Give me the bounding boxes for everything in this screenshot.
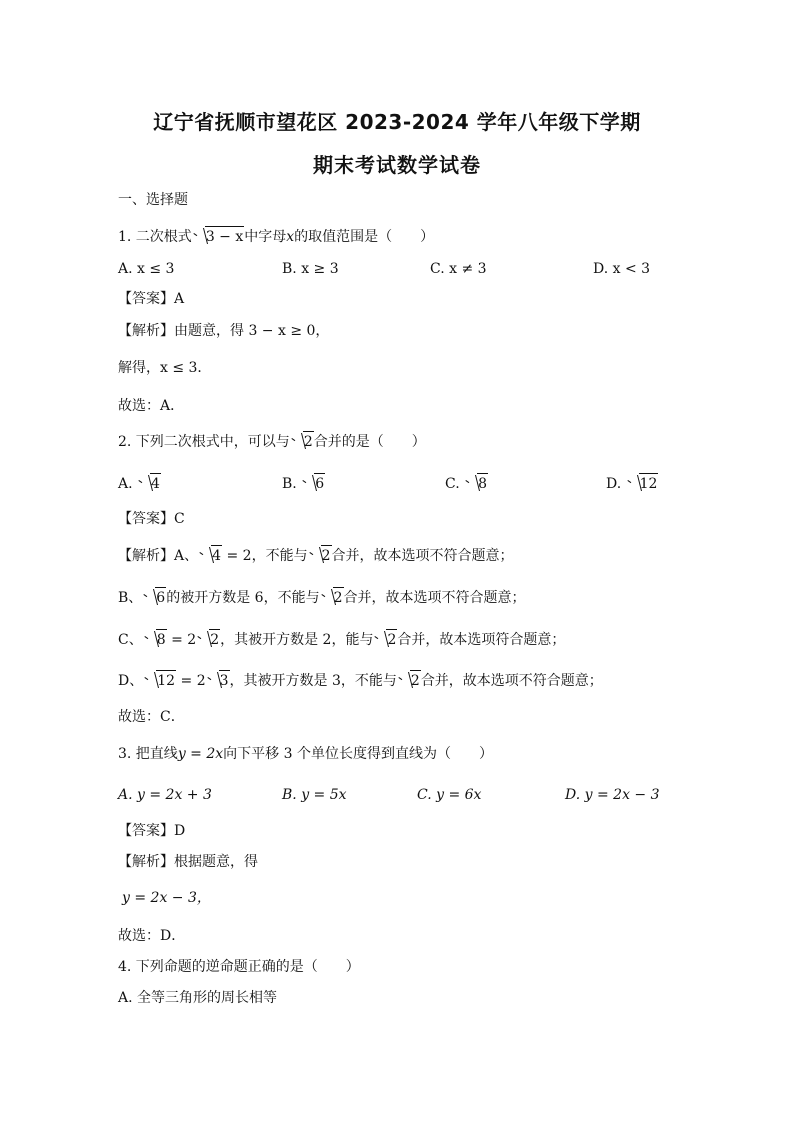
q3-result: y = 2x − 3， — [122, 890, 211, 906]
q3-option-c: C. y = 6x — [417, 787, 482, 803]
q1-option-c: C. x ≠ 3 — [430, 261, 487, 277]
q1-conclusion: 故选：A． — [118, 398, 185, 414]
q2-analysis-c: C、 8 = 2 2，其被开方数是 2，能与 2合并，故本选项符合题意； — [118, 629, 565, 650]
question-1-stem: 1. 二次根式 3 − x中字母x的取值范围是（ ） — [118, 226, 434, 247]
q3-option-a: A. y = 2x + 3 — [118, 787, 212, 803]
q1-analysis-solve: 解得，x ≤ 3． — [118, 360, 212, 376]
q1-option-a: A. x ≤ 3 — [118, 261, 175, 277]
q2-option-b: B. 6 — [282, 473, 325, 494]
q1-analysis: 【解析】由题意，得 3 − x ≥ 0， — [118, 323, 330, 339]
q1-option-d: D. x < 3 — [593, 261, 651, 277]
question-3-stem: 3. 把直线y = 2x向下平移 3 个单位长度得到直线为（ ） — [118, 746, 493, 762]
q3-option-b: B. y = 5x — [282, 787, 347, 803]
q2-option-a: A. 4 — [118, 473, 161, 494]
q3-conclusion: 故选：D． — [118, 928, 186, 944]
question-2-stem: 2. 下列二次根式中，可以与 2合并的是（ ） — [118, 431, 426, 452]
q2-analysis-a: 【解析】A、 4 = 2，不能与 2合并，故本选项不符合题意； — [118, 545, 514, 566]
q2-option-c: C. 8 — [445, 473, 488, 494]
q1-option-b: B. x ≥ 3 — [282, 261, 339, 277]
exam-title-line1: 辽宁省抚顺市望花区 2023-2024 学年八年级下学期 — [153, 110, 641, 134]
q2-conclusion: 故选：C． — [118, 709, 185, 725]
q4-option-a: A. 全等三角形的周长相等 — [118, 990, 278, 1006]
q1-answer: 【答案】A — [118, 291, 185, 307]
q2-option-d: D. 12 — [606, 473, 658, 494]
q3-option-d: D. y = 2x − 3 — [565, 787, 660, 803]
sqrt-symbol: 3 − x — [194, 226, 244, 247]
q2-analysis-d: D、 12 = 2 3，其被开方数是 3，不能与 2合并，故本选项不符合题意； — [118, 670, 603, 691]
q2-analysis-b: B、 6的被开方数是 6，不能与 2合并，故本选项不符合题意； — [118, 587, 526, 608]
exam-title-line2: 期末考试数学试卷 — [313, 153, 481, 177]
q3-analysis: 【解析】根据题意，得 — [118, 854, 258, 870]
q3-answer: 【答案】D — [118, 823, 186, 839]
section-heading: 一、选择题 — [118, 192, 188, 208]
q2-answer: 【答案】C — [118, 511, 185, 527]
question-4-stem: 4. 下列命题的逆命题正确的是（ ） — [118, 959, 360, 975]
